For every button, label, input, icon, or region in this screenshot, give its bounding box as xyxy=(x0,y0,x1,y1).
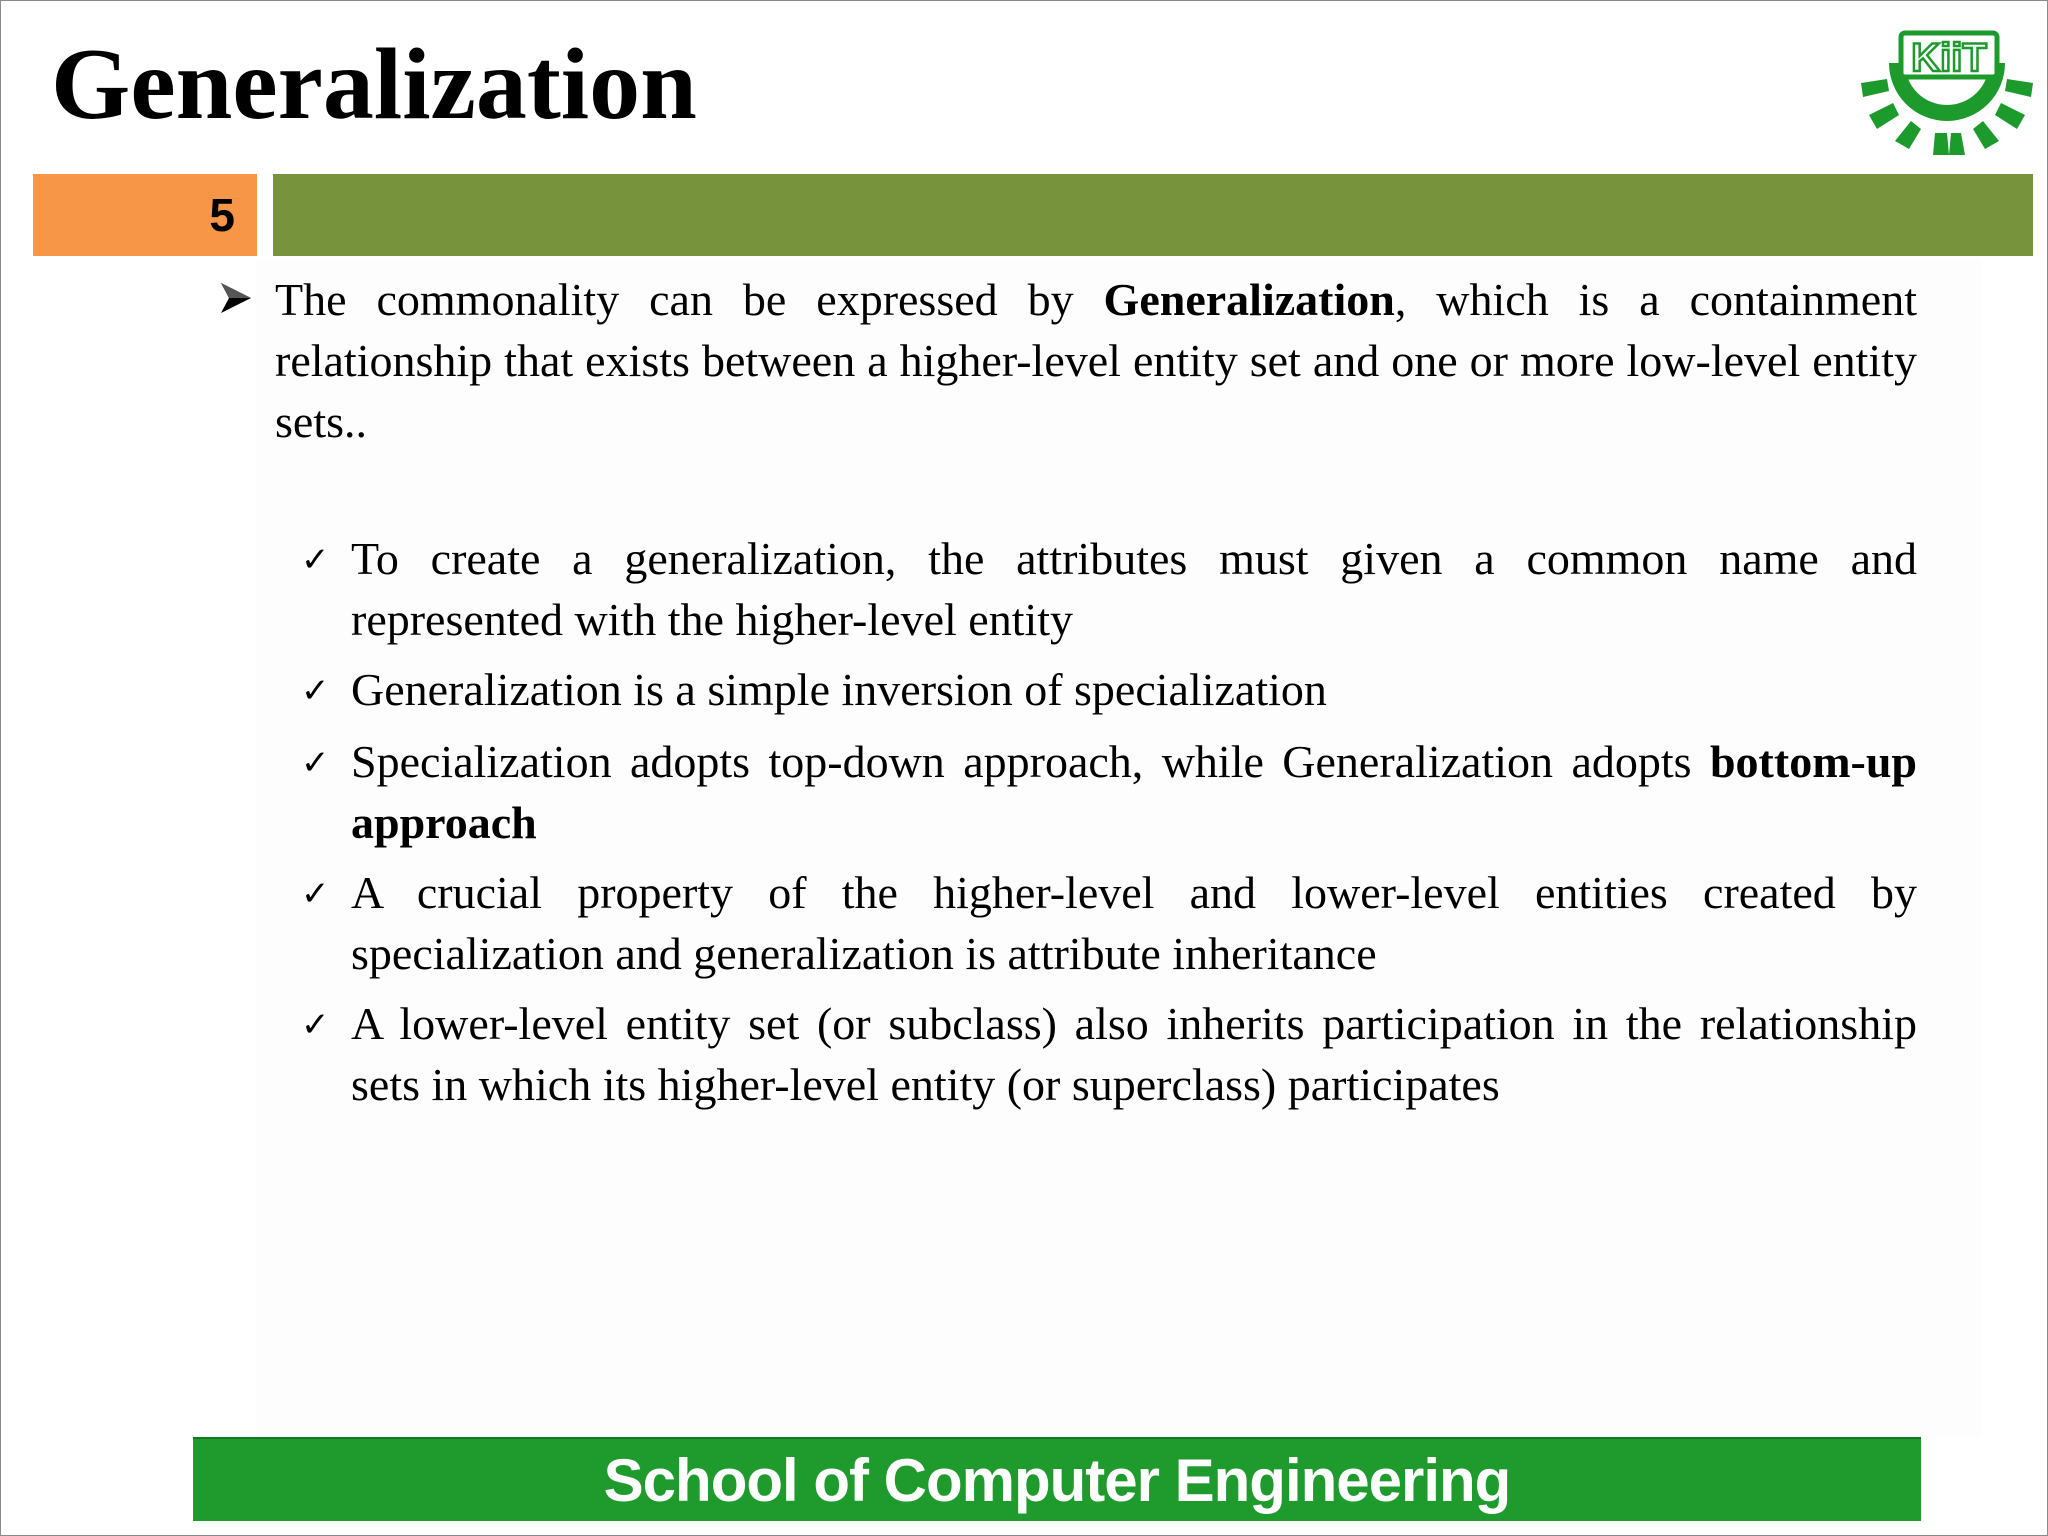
checkmark-icon: ✓ xyxy=(301,671,330,711)
sub-point-text: To create a generalization, the attributes must given a common name and represented with the higher-level entity xyxy=(351,533,1917,645)
sub-point xyxy=(301,731,1917,853)
slide-content xyxy=(197,269,1917,1124)
sub-point-list xyxy=(197,528,1917,1115)
slide-number: 5 xyxy=(209,189,235,241)
sub-point-text: A crucial property of the higher-level and lower-level entities created by specialization and generalization is attribute inheritance xyxy=(351,867,1917,979)
main-bullet-point xyxy=(197,269,1917,452)
main-point-text: The commonality can be expressed by Generalization, which is a containment relationship that exists between a higher-level entity set and one or more low-level entity sets.. xyxy=(275,274,1917,447)
slide-title: Generalization xyxy=(51,28,697,141)
sub-point xyxy=(301,862,1917,984)
sub-point-text: Generalization is a simple inversion of specialization xyxy=(351,664,1327,715)
generalization-term: Generalization xyxy=(1103,274,1395,325)
logo-text: KiiT xyxy=(1911,36,1987,80)
checkmark-icon: ✓ xyxy=(301,743,330,783)
slide-number-box xyxy=(33,174,257,256)
kiit-logo xyxy=(1857,23,2037,157)
bottom-up-term: bottom-up approach xyxy=(351,736,1917,848)
arrowhead-bullet-icon xyxy=(197,269,275,452)
sub-point-text: A lower-level entity set (or subclass) also inherits participation in the relationship sets in which its higher-level entity (or superclass) participates xyxy=(351,998,1917,1110)
checkmark-icon: ✓ xyxy=(301,874,330,914)
checkmark-icon: ✓ xyxy=(301,1005,330,1045)
checkmark-icon: ✓ xyxy=(301,540,330,580)
sub-point-text: Specialization adopts top-down approach, while Generalization adopts bottom-up approach xyxy=(351,736,1917,848)
sub-point xyxy=(301,993,1917,1115)
sub-point xyxy=(301,528,1917,650)
sub-point xyxy=(301,659,1917,722)
footer-text: School of Computer Engineering xyxy=(603,1446,1511,1514)
header-bar xyxy=(273,174,2033,256)
footer-bar xyxy=(193,1439,1921,1521)
